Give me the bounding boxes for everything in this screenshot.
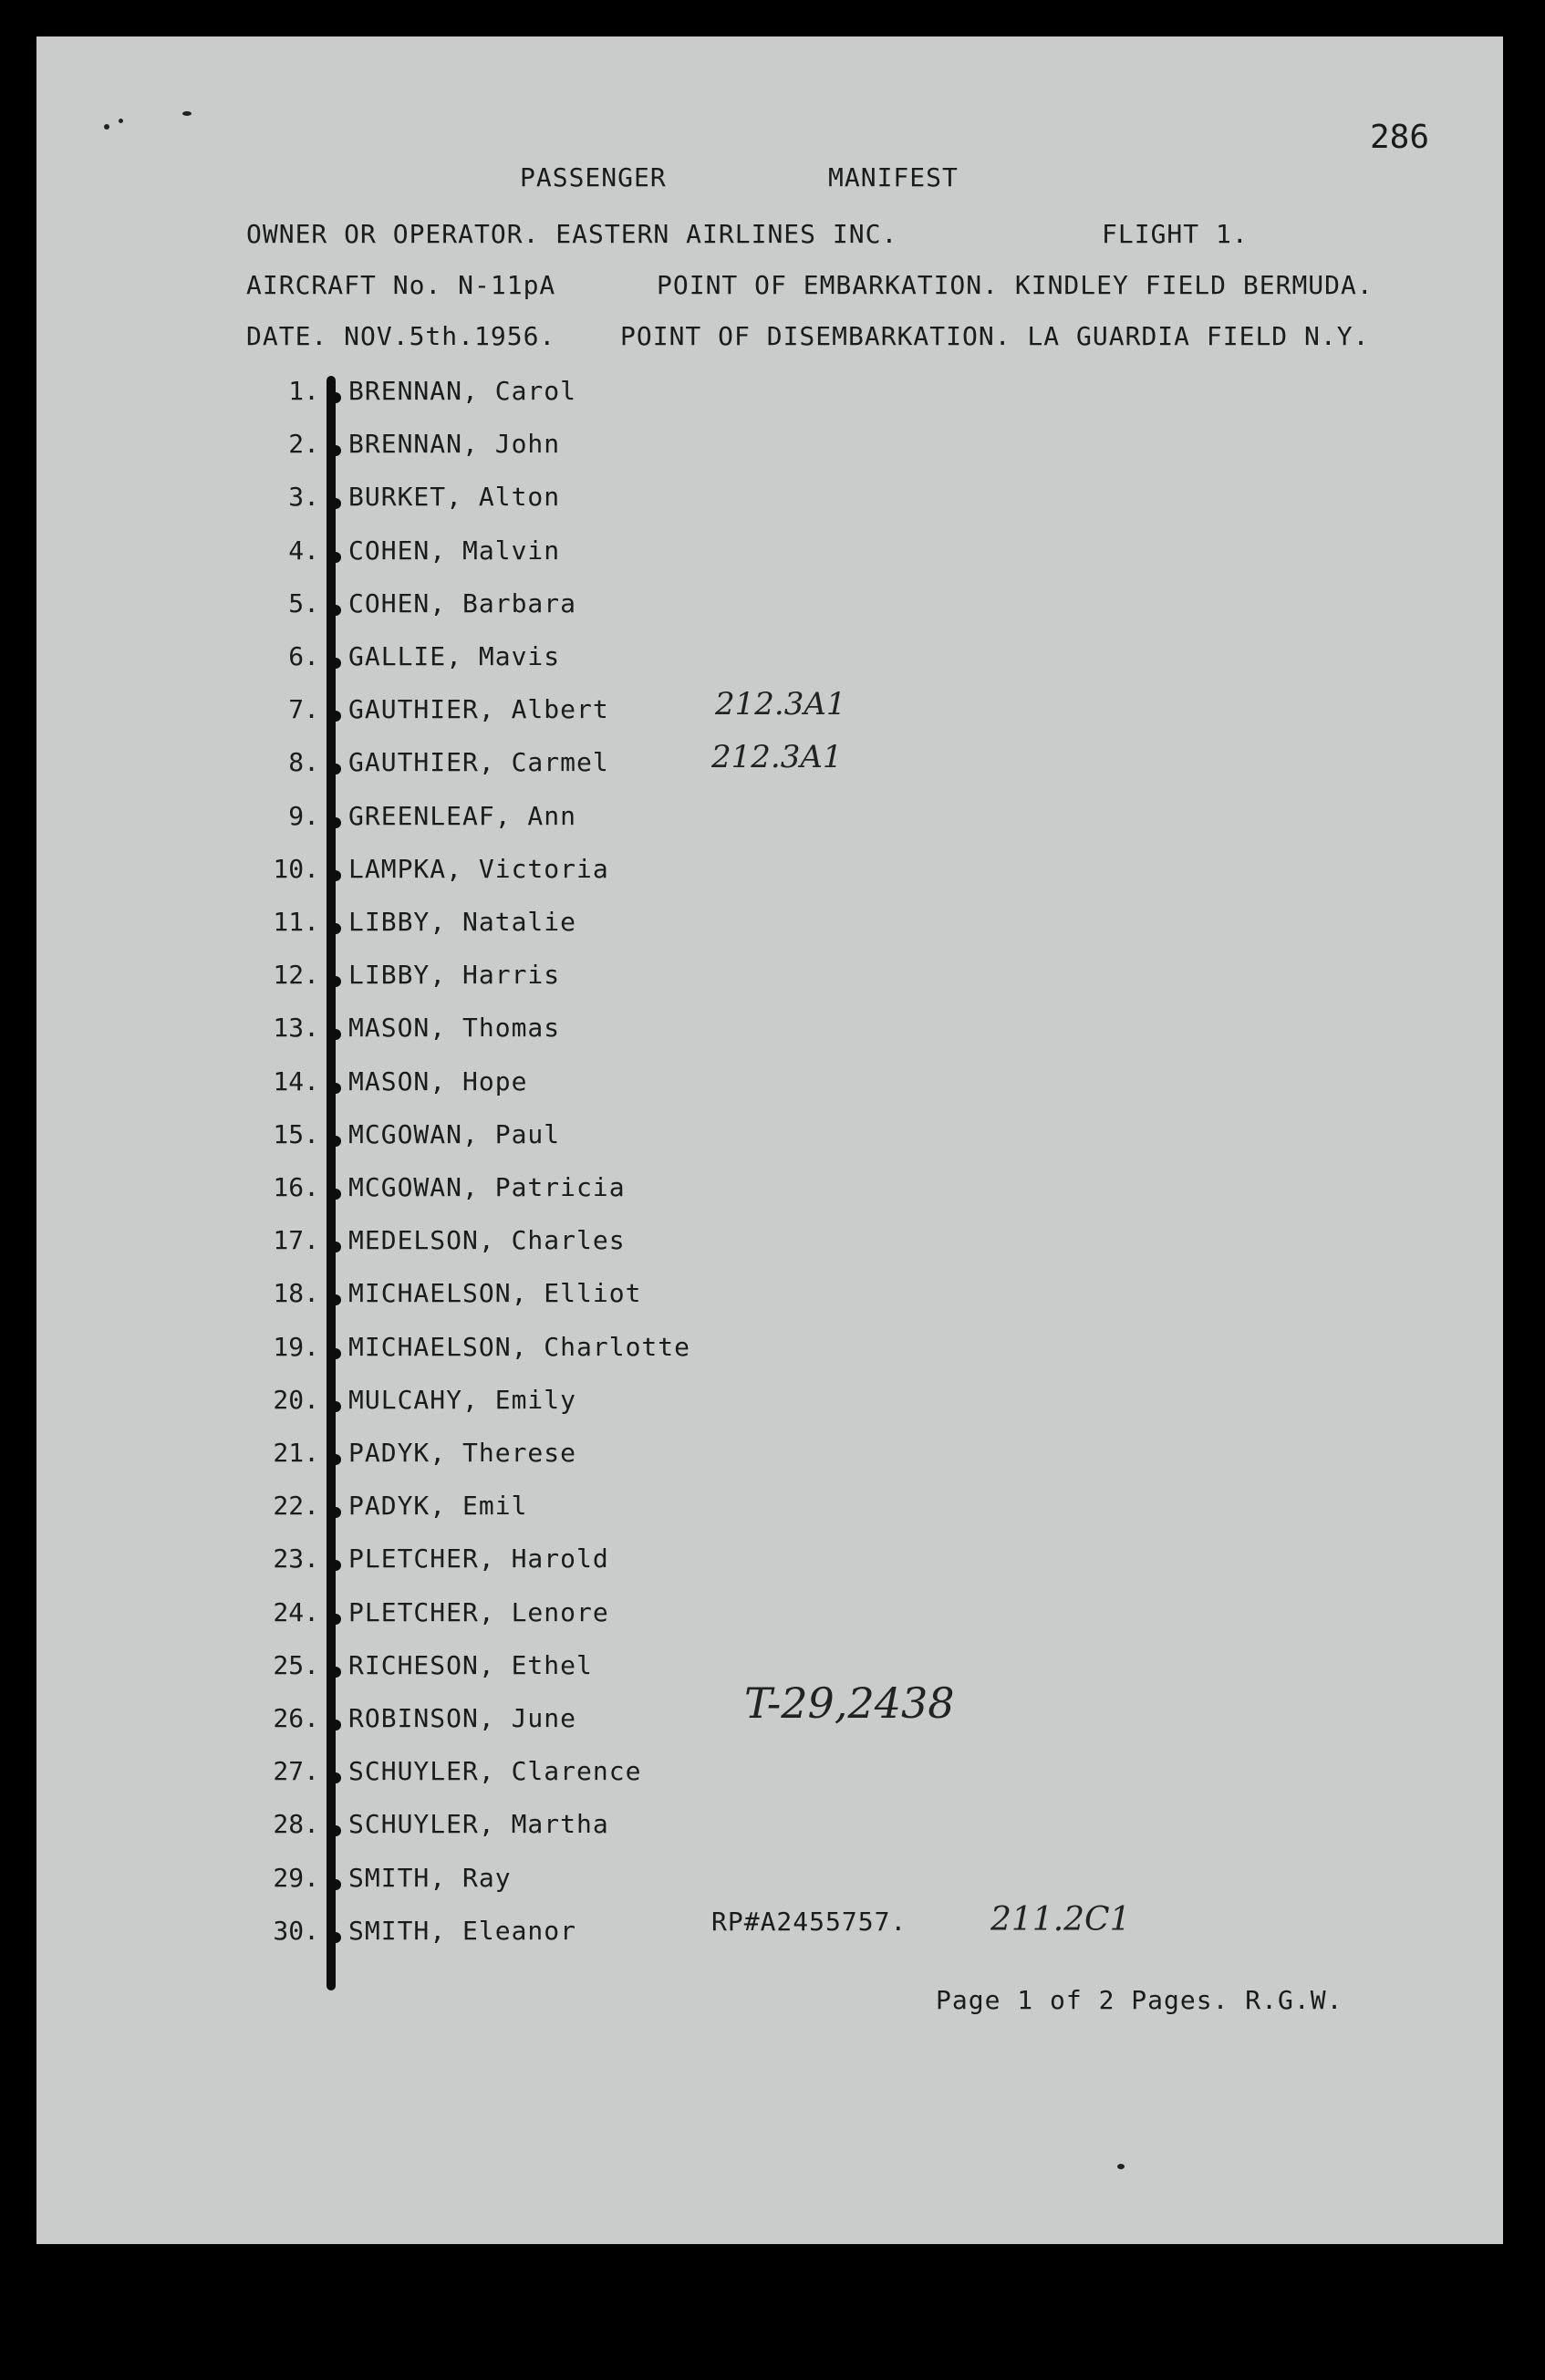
passenger-name: RICHESON, Ethel	[348, 1649, 593, 1680]
check-mark	[330, 1825, 341, 1836]
passenger-number: 4.	[288, 535, 319, 566]
date-line: DATE. NOV.5th.1956.	[246, 321, 556, 351]
passport-number-row30: RP#A2455757.	[711, 1907, 907, 1937]
ink-speck	[1117, 2164, 1125, 2169]
passenger-number: 7.	[288, 694, 319, 725]
passenger-name: MCGOWAN, Paul	[348, 1118, 561, 1149]
embarkation-line: POINT OF EMBARKATION. KINDLEY FIELD BERMUDA.	[657, 270, 1374, 300]
passenger-name: PADYK, Emil	[348, 1491, 528, 1522]
passenger-name: LAMPKA, Victoria	[348, 853, 609, 884]
check-mark	[330, 1189, 341, 1200]
passenger-name: MEDELSON, Charles	[348, 1225, 626, 1256]
passenger-number: 25.	[273, 1649, 319, 1680]
passenger-name: MASON, Hope	[348, 1065, 528, 1096]
check-mark	[330, 870, 341, 881]
passenger-number: 24.	[273, 1596, 319, 1627]
passenger-name: LIBBY, Natalie	[348, 907, 577, 937]
ink-speck	[104, 124, 109, 130]
check-mark	[330, 764, 341, 774]
check-mark	[330, 1401, 341, 1412]
disembarkation-line: POINT OF DISEMBARKATION. LA GUARDIA FIELD N.Y.	[620, 321, 1370, 351]
passenger-number: 5.	[288, 587, 319, 618]
passenger-number: 11.	[273, 907, 319, 937]
passenger-name: COHEN, Barbara	[348, 587, 577, 618]
check-mark	[330, 1720, 341, 1730]
passenger-name: BRENNAN, Carol	[348, 376, 577, 406]
passenger-number: 10.	[273, 853, 319, 884]
passenger-number: 6.	[288, 641, 319, 671]
passenger-name: MULCAHY, Emily	[348, 1384, 577, 1415]
check-mark	[330, 658, 341, 669]
passenger-name: BRENNAN, John	[348, 429, 561, 460]
passenger-name: SCHUYLER, Clarence	[348, 1756, 642, 1787]
passenger-name: SMITH, Ray	[348, 1862, 512, 1893]
page-number: 286	[1370, 119, 1430, 156]
passenger-name: PLETCHER, Lenore	[348, 1596, 609, 1627]
handwritten-note-row7: 212.3A1	[715, 686, 846, 722]
check-mark	[330, 1560, 341, 1571]
passenger-name: BURKET, Alton	[348, 482, 561, 513]
check-mark	[330, 1294, 341, 1305]
passenger-name: GALLIE, Mavis	[348, 641, 561, 671]
ink-speck	[182, 111, 192, 116]
passenger-number: 17.	[273, 1225, 319, 1256]
check-mark	[330, 392, 341, 403]
check-mark	[330, 711, 341, 722]
check-mark	[330, 1136, 341, 1147]
manifest-sheet	[36, 36, 1503, 2244]
check-mark	[330, 1879, 341, 1890]
passenger-number: 14.	[273, 1065, 319, 1096]
passenger-number: 16.	[273, 1172, 319, 1202]
check-mark	[330, 498, 341, 509]
page-footer: Page 1 of 2 Pages. R.G.W.	[936, 1985, 1343, 2015]
passenger-number: 2.	[288, 429, 319, 460]
check-mark	[330, 1667, 341, 1678]
passenger-number: 22.	[273, 1491, 319, 1522]
passenger-name: GAUTHIER, Albert	[348, 694, 609, 725]
passenger-name: MASON, Thomas	[348, 1013, 561, 1044]
passenger-name: SCHUYLER, Martha	[348, 1809, 609, 1840]
handwritten-note-row8: 212.3A1	[711, 739, 843, 775]
passenger-number: 1.	[288, 376, 319, 406]
passenger-name: MICHAELSON, Elliot	[348, 1278, 642, 1309]
passenger-name: MCGOWAN, Patricia	[348, 1172, 626, 1202]
check-mark	[330, 1454, 341, 1465]
passenger-number: 26.	[273, 1703, 319, 1733]
owner-line: OWNER OR OPERATOR. EASTERN AIRLINES INC.	[246, 219, 898, 249]
check-mark	[330, 605, 341, 616]
passenger-number: 13.	[273, 1013, 319, 1044]
passenger-number: 9.	[288, 800, 319, 831]
check-mark	[330, 1029, 341, 1040]
passenger-number: 21.	[273, 1438, 319, 1468]
check-mark	[330, 1083, 341, 1094]
check-mark	[330, 923, 341, 934]
handwritten-note-row30: 211.2C1	[990, 1901, 1131, 1938]
passenger-name: MICHAELSON, Charlotte	[348, 1331, 691, 1362]
passenger-number: 23.	[273, 1543, 319, 1575]
aircraft-line: AIRCRAFT No. N-11pA	[246, 270, 556, 300]
passenger-number: 12.	[273, 960, 319, 991]
check-mark	[330, 1507, 341, 1518]
margin-bracket-line	[327, 376, 336, 1990]
title-manifest: MANIFEST	[828, 162, 959, 192]
passenger-number: 18.	[273, 1278, 319, 1309]
check-mark	[330, 552, 341, 563]
passenger-number: 29.	[273, 1862, 319, 1893]
flight-number: FLIGHT 1.	[1102, 219, 1249, 249]
passenger-number: 3.	[288, 482, 319, 513]
passenger-number: 20.	[273, 1384, 319, 1415]
passenger-name: LIBBY, Harris	[348, 960, 561, 991]
check-mark	[330, 1614, 341, 1625]
passenger-name: PLETCHER, Harold	[348, 1543, 609, 1575]
passenger-number: 19.	[273, 1331, 319, 1362]
ink-speck	[119, 119, 123, 123]
passenger-name: SMITH, Eleanor	[348, 1915, 577, 1946]
check-mark	[330, 445, 341, 456]
passenger-number: 15.	[273, 1118, 319, 1149]
passenger-name: GAUTHIER, Carmel	[348, 747, 609, 778]
check-mark	[330, 976, 341, 987]
handwritten-note-row26: T-29,2438	[744, 1678, 955, 1728]
passenger-name: ROBINSON, June	[348, 1703, 577, 1733]
passenger-name: PADYK, Therese	[348, 1438, 577, 1468]
passenger-number: 30.	[273, 1915, 319, 1946]
check-mark	[330, 1932, 341, 1943]
passenger-number: 28.	[273, 1809, 319, 1840]
passenger-number: 27.	[273, 1756, 319, 1787]
check-mark	[330, 1772, 341, 1783]
check-mark	[330, 1348, 341, 1359]
passenger-name: COHEN, Malvin	[348, 535, 561, 566]
passenger-number: 8.	[288, 747, 319, 778]
check-mark	[330, 1242, 341, 1252]
title-passenger: PASSENGER	[520, 162, 667, 192]
check-mark	[330, 817, 341, 828]
passenger-name: GREENLEAF, Ann	[348, 800, 577, 831]
